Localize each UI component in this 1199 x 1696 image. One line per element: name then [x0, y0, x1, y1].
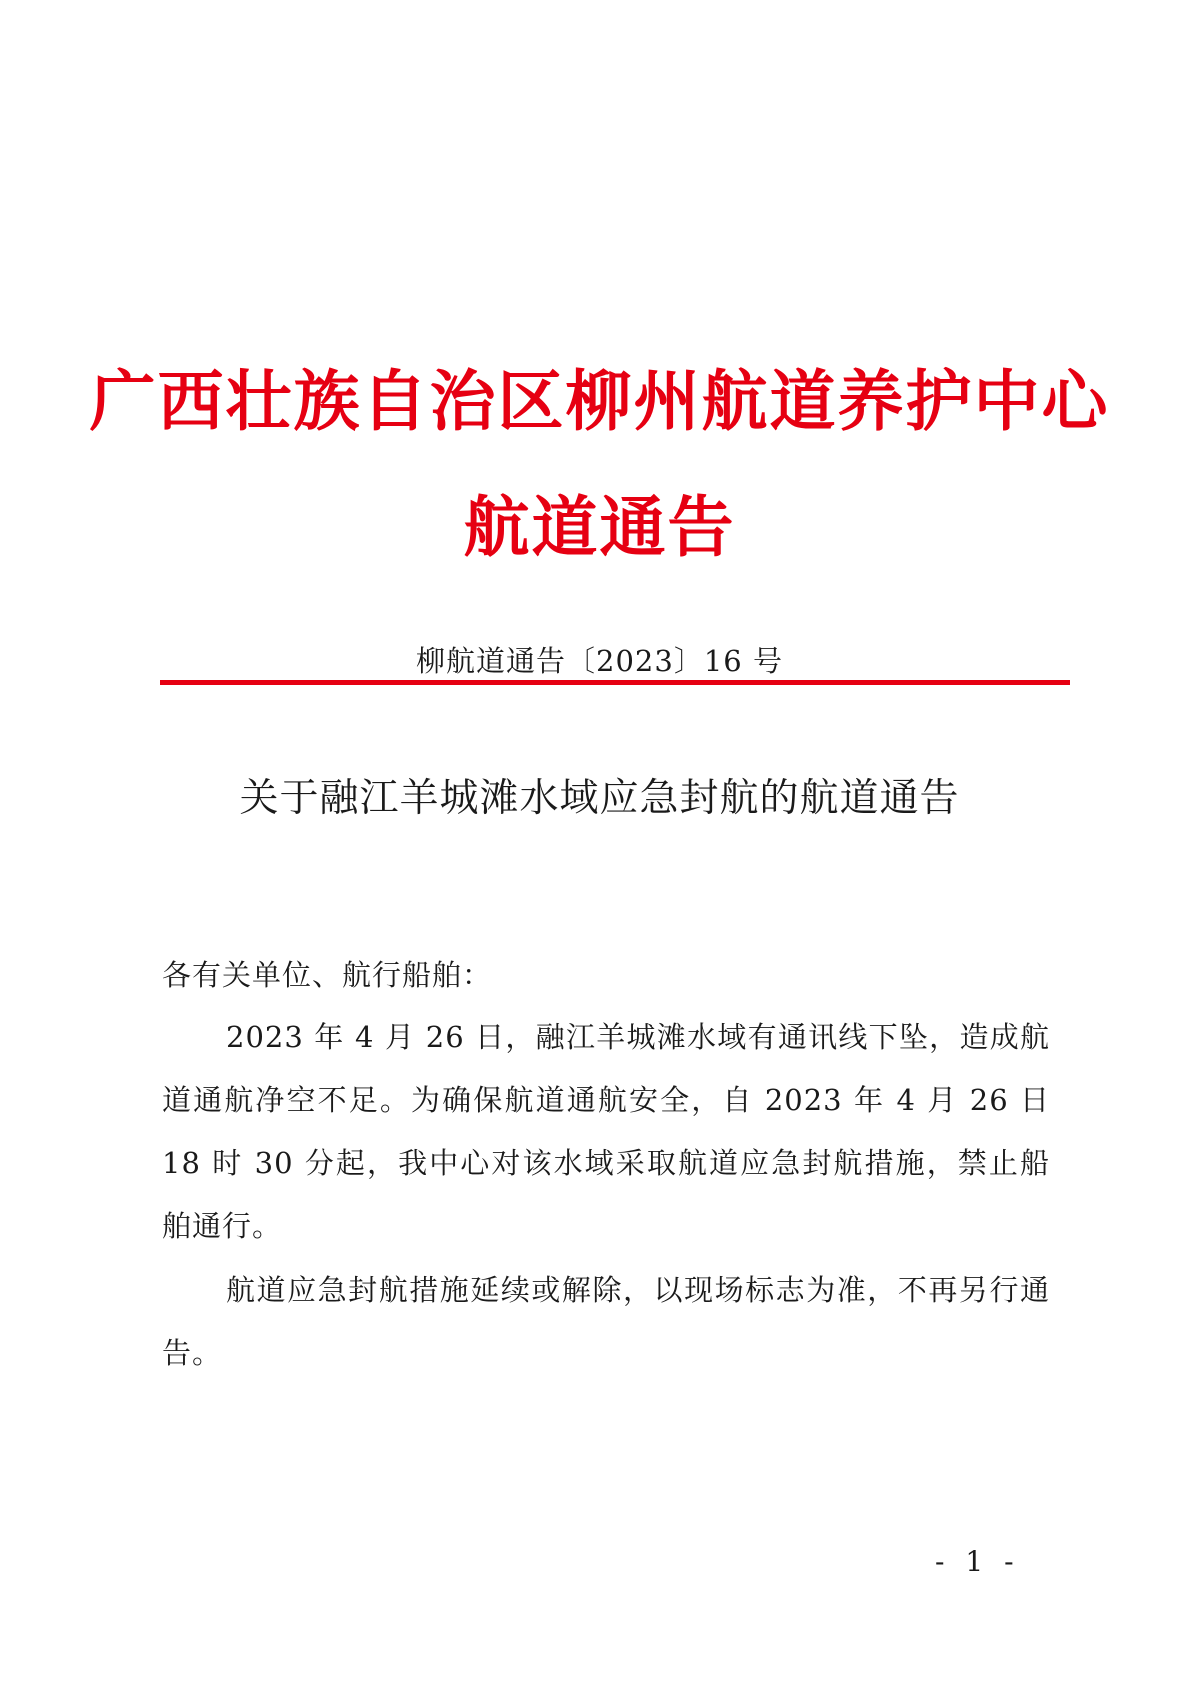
page-number: - 1 -	[935, 1545, 1020, 1578]
document-number: 柳航道通告〔2023〕16 号	[416, 644, 783, 678]
issuing-organization: 广西壮族自治区柳州航道养护中心	[89, 363, 1110, 440]
document-title: 关于融江羊城滩水域应急封航的航道通告	[239, 776, 960, 821]
red-divider-line	[160, 680, 1070, 685]
document-type-heading: 航道通告	[463, 489, 736, 566]
salutation: 各有关单位、航行船舶：	[162, 958, 493, 992]
body-paragraph: 2023 年 4 月 26 日，融江羊城滩水域有通讯线下坠，造成航道通航净空不足。为确保航道通航安全，自 2023 年 4 月 26 日 18 时 30 分起，我中心对该水域采取航道应急封航措施，禁止船舶通行。	[162, 1020, 1050, 1243]
body-paragraph: 航道应急封航措施延续或解除，以现场标志为准，不再另行通告。	[162, 1273, 1050, 1370]
